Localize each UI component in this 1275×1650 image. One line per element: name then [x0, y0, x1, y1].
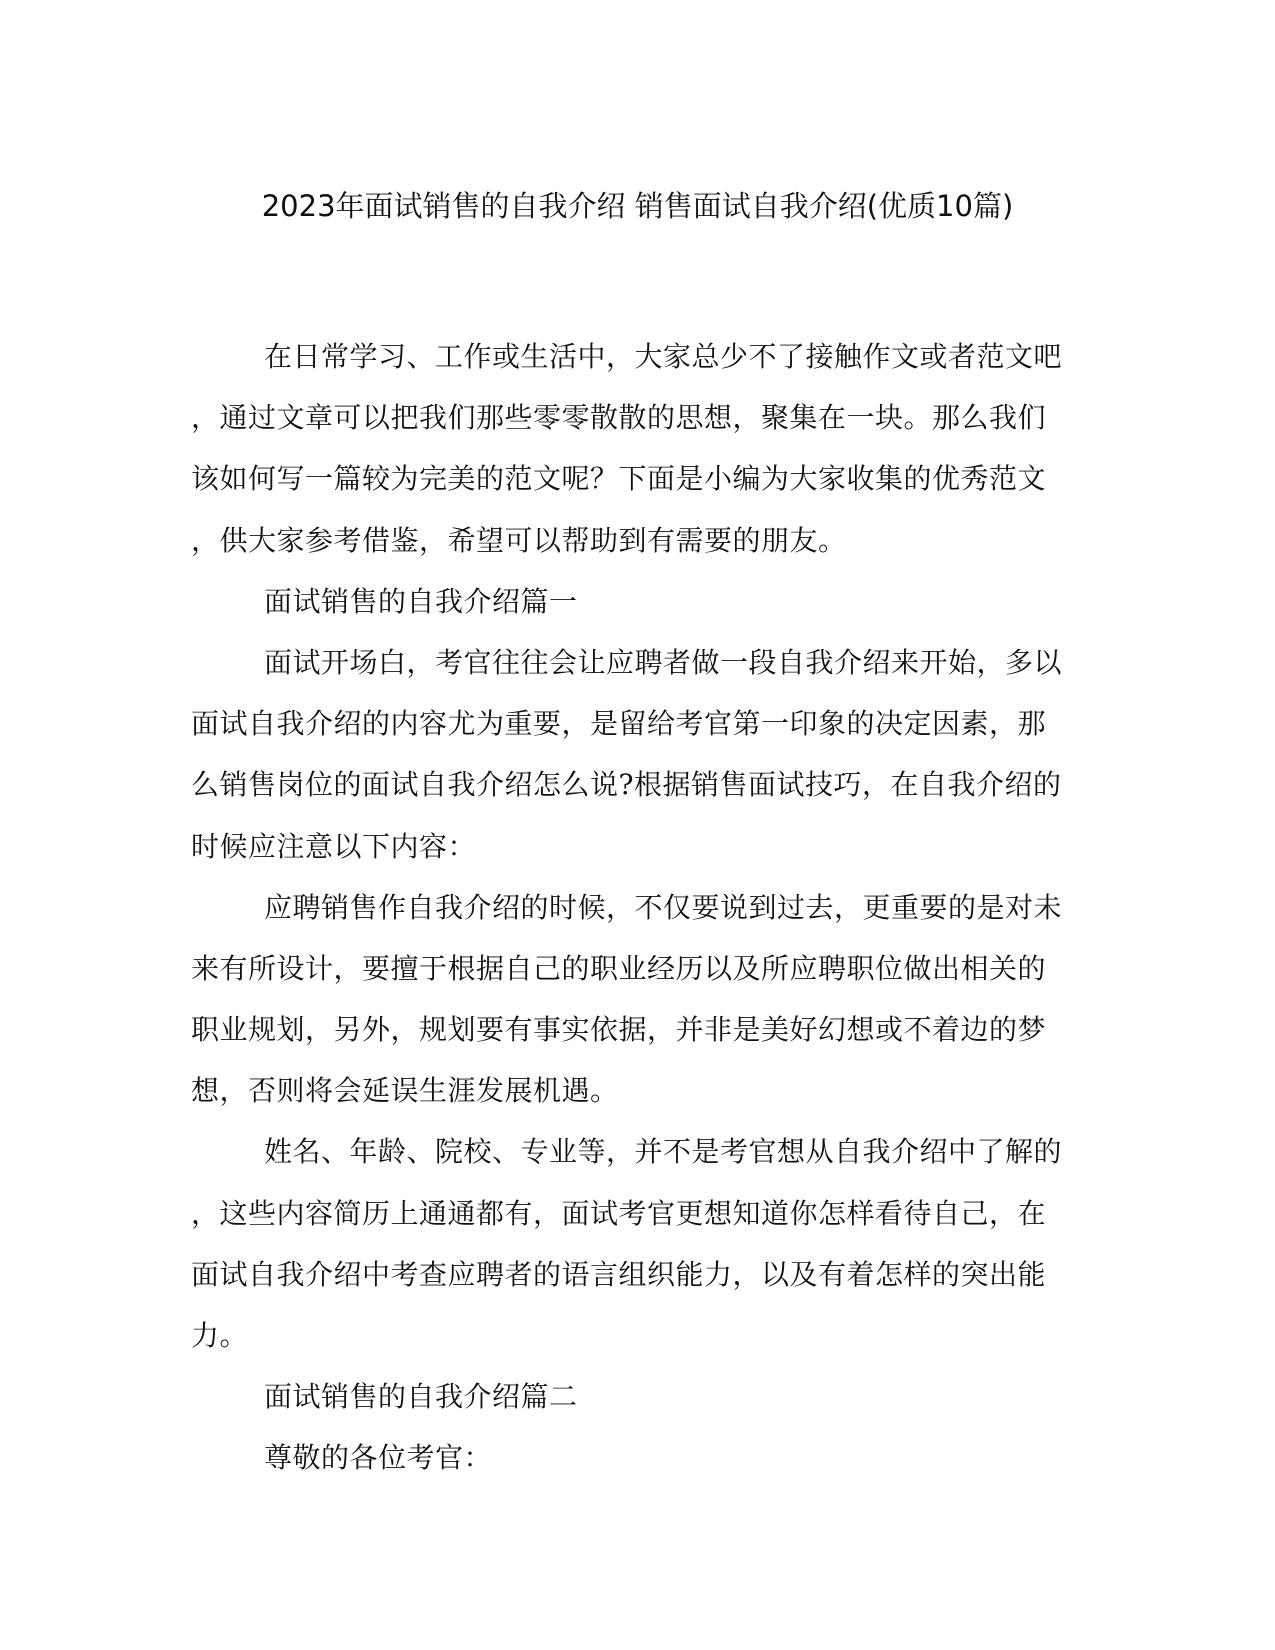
text-line: 么销售岗位的面试自我介绍怎么说?根据销售面试技巧，在自我介绍的	[191, 768, 1062, 802]
text-line: 职业规划，另外，规划要有事实依据，并非是美好幻想或不着边的梦	[191, 1013, 1047, 1047]
text-line: 应聘销售作自我介绍的时候，不仅要说到过去，更重要的是对未	[264, 890, 1063, 924]
text-line: 该如何写一篇较为完美的范文呢？下面是小编为大家收集的优秀范文	[191, 462, 1047, 496]
text-line: 面试自我介绍中考查应聘者的语言组织能力，以及有着怎样的突出能	[191, 1257, 1047, 1291]
text-line: 姓名、年龄、院校、专业等，并不是考官想从自我介绍中了解的	[264, 1135, 1063, 1169]
section-heading-2: 面试销售的自我介绍篇二	[264, 1380, 578, 1414]
text-line: ，供大家参考借鉴，希望可以帮助到有需要的朋友。	[191, 523, 847, 557]
text-line: 想，否则将会延误生涯发展机遇。	[191, 1074, 619, 1108]
text-line: 在日常学习、工作或生活中，大家总少不了接触作文或者范文吧	[264, 340, 1063, 373]
text-line: 力。	[191, 1319, 249, 1352]
document-title: 2023年面试销售的自我介绍 销售面试自我介绍(优质10篇)	[261, 189, 1014, 223]
text-line: 时候应注意以下内容：	[191, 829, 477, 863]
text-line: 面试开场白，考官往往会让应聘者做一段自我介绍来开始，多以	[264, 645, 1063, 679]
text-line: ，这些内容简历上通通都有，面试考官更想知道你怎样看待自己，在	[191, 1196, 1047, 1230]
text-line: ，通过文章可以把我们那些零零散散的思想，聚集在一块。那么我们	[191, 401, 1047, 435]
section-heading-1: 面试销售的自我介绍篇一	[264, 584, 578, 618]
document-body	[191, 326, 1071, 1489]
salutation: 尊敬的各位考官：	[264, 1441, 493, 1475]
text-line: 面试自我介绍的内容尤为重要，是留给考官第一印象的决定因素，那	[191, 707, 1047, 741]
text-line: 来有所设计，要擅于根据自己的职业经历以及所应聘职位做出相关的	[191, 951, 1047, 985]
